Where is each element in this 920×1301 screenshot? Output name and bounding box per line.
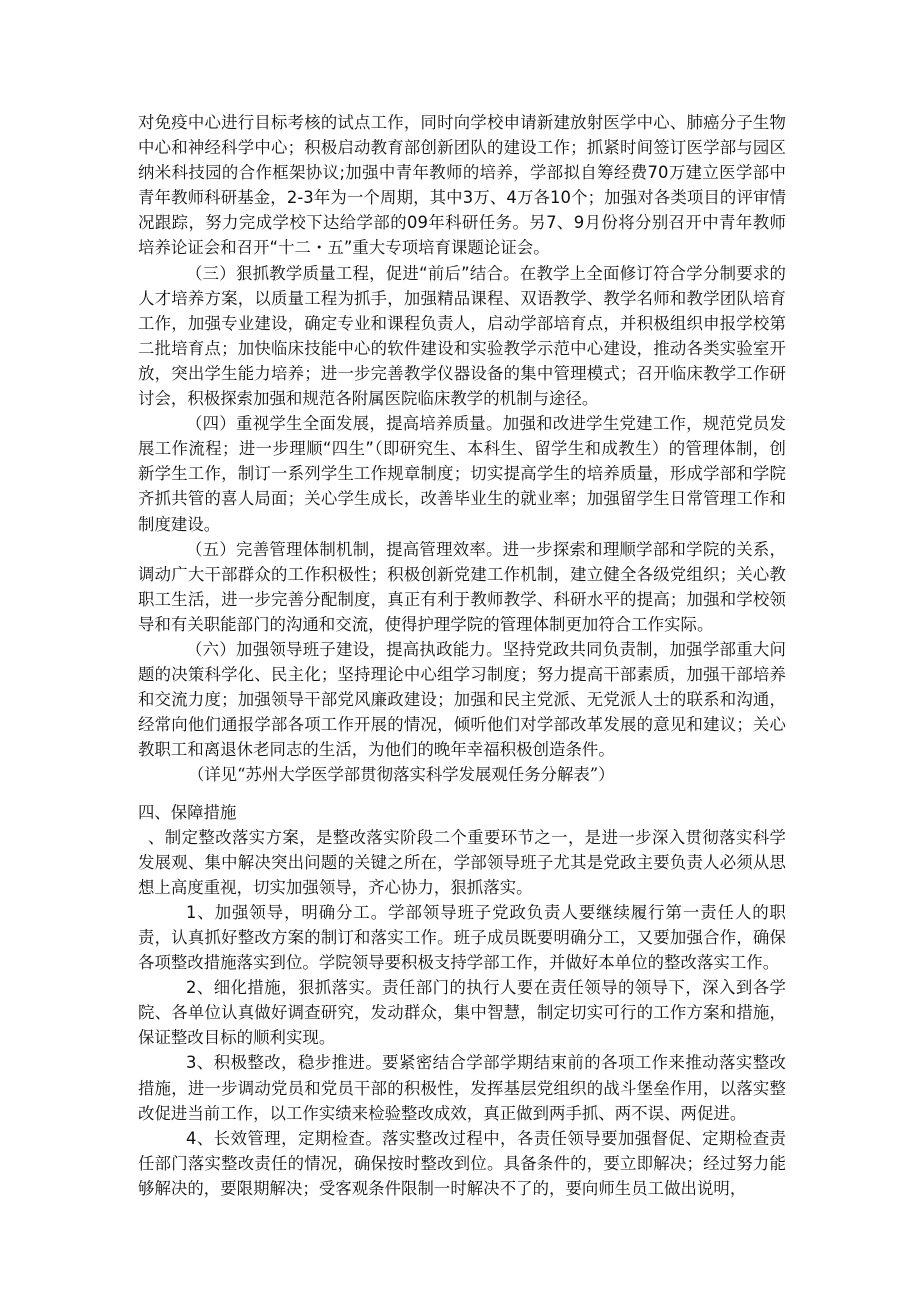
section-gap [138, 788, 786, 800]
paragraph-measure-1: 1、加强领导，明确分工。学部领导班子党政负责人要继续履行第一责任人的职责，认真抓好整改方案的制订和落实工作。班子成员既要明确分工，又要加强合作，确保各项整改措施落实到位。学院领导要积极支持学部工作，并做好本单位的整改落实工作。 [138, 902, 786, 973]
paragraph-teaching-quality: （三）狠抓教学质量工程，促进“前后”结合。在教学上全面修订符合学分制要求的人才培养方案，以质量工程为抓手，加强精品课程、双语教学、教学名师和教学团队培育工作，加强专业建设，确定专业和课程负责人，启动学部培育点，并积极组织申报学校第二批培育点；加快临床技能中心的软件建设和实验教学示范中心建设，推动各类实验室开放，突出学生能力培养；进一步完善教学仪器设备的集中管理模式；召开临床教学工作研讨会，积极探索加强和规范各附属医院临床教学的机制与途径。 [138, 263, 786, 409]
paragraph-rectification-plan: 、制定整改落实方案，是整改落实阶段二个重要环节之一，是进一步深入贯彻落实科学发展观、集中解决突出问题的关键之所在，学部领导班子尤其是党政主要负责人必须从思想上高度重视，切实加强领导，齐心协力，狠抓落实。 [138, 827, 786, 897]
document-page [138, 110, 786, 1201]
section-heading: 四、保障措施 [138, 802, 237, 822]
paragraph-management-system: （五）完善管理体制机制，提高管理效率。进一步探索和理顺学部和学院的关系，调动广大干部群众的工作积极性；积极创新党建工作机制，建立健全各级党组织；关心教职工生活，进一步完善分配制度，真正有利于教师教学、科研水平的提高；加强和学校领导和有关职能部门的沟通和交流，使得护理学院的管理体制更加符合工作实际。 [138, 539, 786, 634]
paragraph-leadership: （六）加强领导班子建设，提高执政能力。坚持党政共同负责制，加强学部重大问题的决策科学化、民主化；坚持理论中心组学习制度；努力提高干部素质，加强干部培养和交流力度；加强领导干部党风廉政建设；加强和民主党派、无党派人士的联系和沟通，经常向他们通报学部各项工作开展的情况，倾听他们对学部改革发展的意见和建议；关心教职工和离退休老同志的生活，为他们的晚年幸福积极创造条件。 [138, 639, 786, 760]
paragraph-measure-3: 3、积极整改，稳步推进。要紧密结合学部学期结束前的各项工作来推动落实整改措施，进一步调动党员和党员干部的积极性，发挥基层党组织的战斗堡垒作用，以落实整改促进当前工作，以工作实绩来检验整改成效，真正做到两手抓、两不误、两促进。 [138, 1053, 786, 1123]
paragraph-measure-4: 4、长效管理，定期检查。落实整改过程中，各责任领导要加强督促、定期检查责任部门落实整改责任的情况，确保按时整改到位。具备条件的，要立即解决；经过努力能够解决的，要限期解决；受客观条件限制一时解决不了的，要向师生员工做出说明， [138, 1128, 786, 1198]
reference-note: （详见“苏州大学医学部贯彻落实科学发展观任务分解表”） [188, 765, 615, 785]
paragraph-research: 对免疫中心进行目标考核的试点工作，同时向学校申请新建放射医学中心、肺癌分子生物中心和神经科学中心；积极启动教育部创新团队的建设工作；抓紧时间签订医学部与园区纳米科技园的合作框架协议;加强中青年教师的培养，学部拟自筹经费70万建立医学部中青年教师科研基金，2-3年为一个周期，其中3万、4万各10个；加强对各类项目的评审情况跟踪，努力完成学校下达给学部的09年科研任务。另7、9月份将分别召开中青年教师培养论证会和召开“十二・五”重大专项培育课题论证会。 [138, 113, 786, 258]
paragraph-student-development: （四）重视学生全面发展，提高培养质量。加强和改进学生党建工作，规范党员发展工作流程；进一步理顺“四生”（即研究生、本科生、留学生和成教生）的管理体制，创新学生工作，制订一系列学生工作规章制度；切实提高学生的培养质量，形成学部和学院齐抓共管的喜人局面；关心学生成长，改善毕业生的就业率；加强留学生日常管理工作和制度建设。 [138, 414, 786, 534]
paragraph-measure-2: 2、细化措施，狠抓落实。责任部门的执行人要在责任领导的领导下，深入到各学院、各单位认真做好调查研究，发动群众，集中智慧，制定切实可行的工作方案和措施，保证整改目标的顺利实现。 [138, 978, 786, 1048]
